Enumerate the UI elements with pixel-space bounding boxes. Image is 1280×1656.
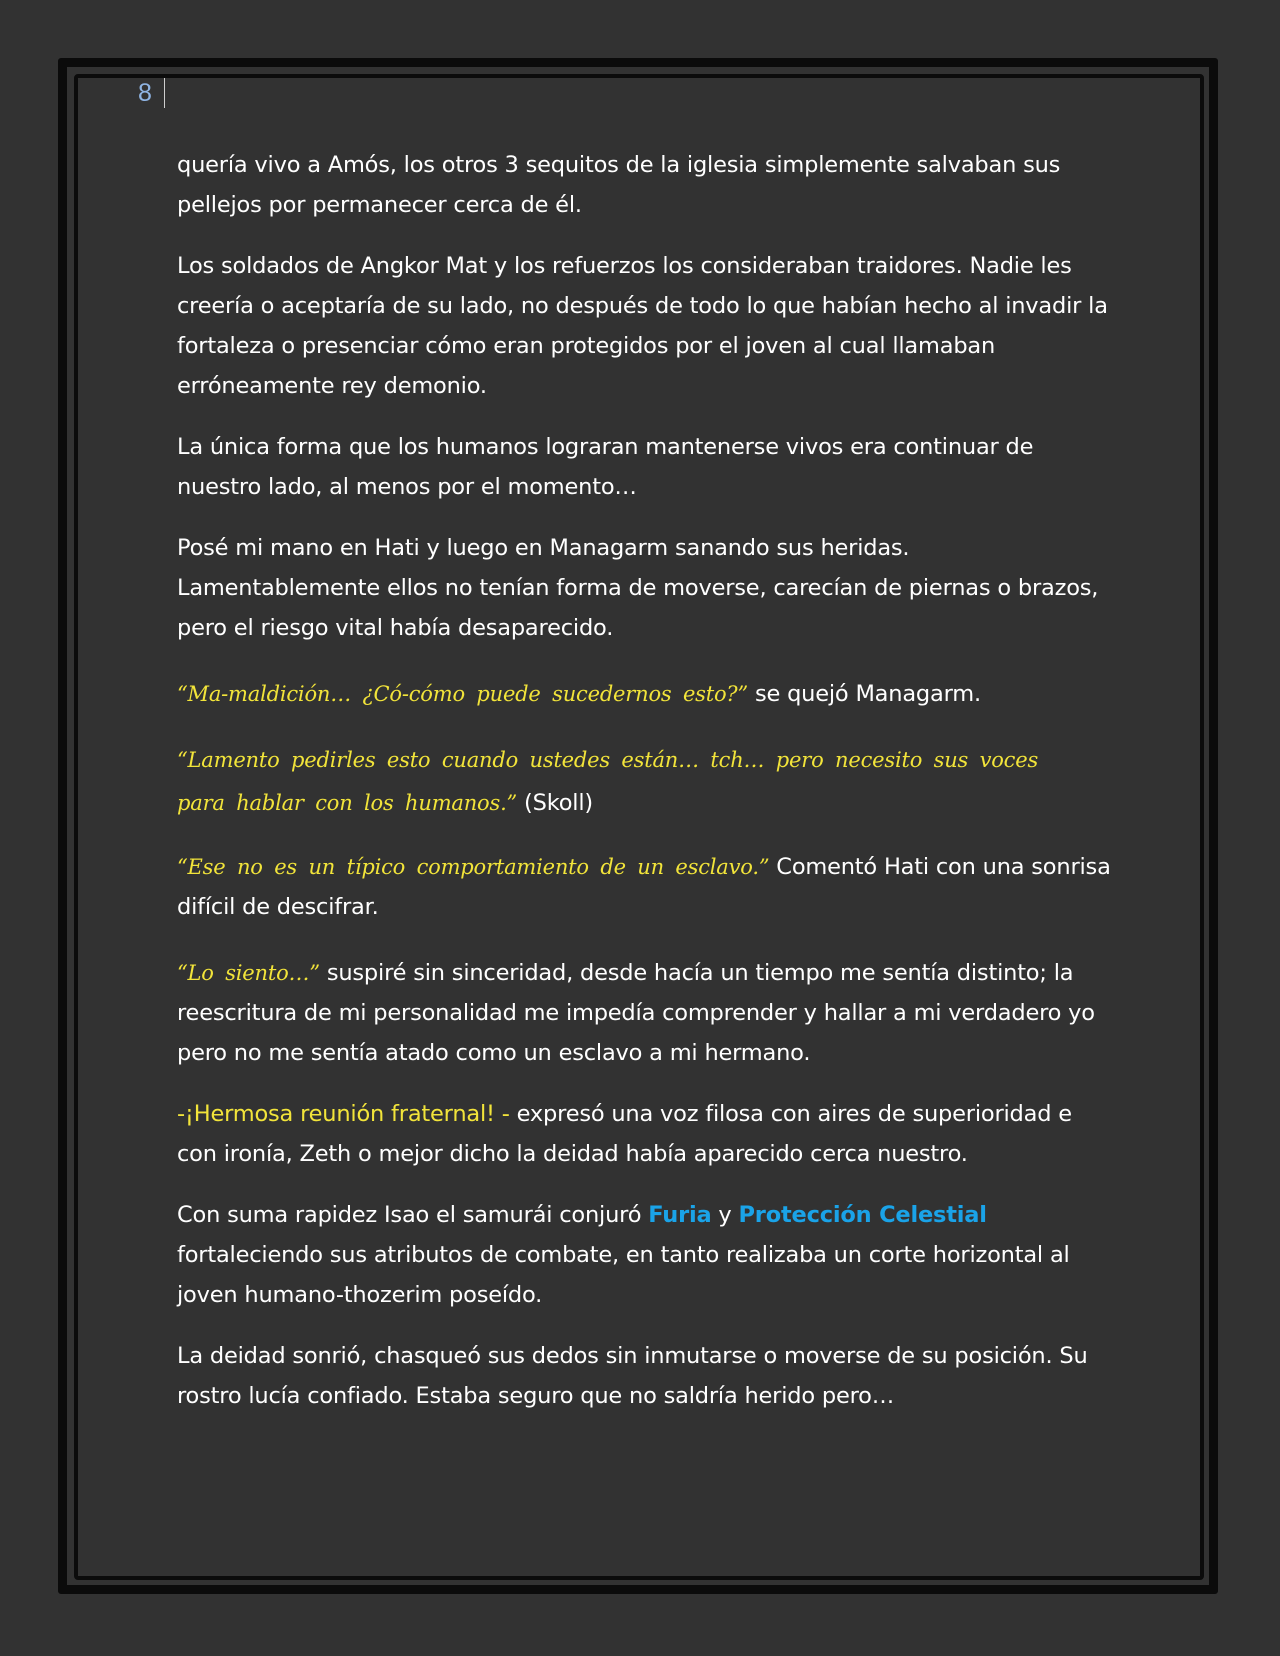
dialog-managarm: “Ma-maldición… ¿Có-cómo puede sucedernos esto?” xyxy=(177,682,749,706)
paragraph-6 xyxy=(177,740,1112,780)
dialog-attribution: se quejó Managarm. xyxy=(748,681,981,707)
paragraph-3: La única forma que los humanos lograran mantenerse vivos era continuar de nuestro lado, al menos por el momento… xyxy=(177,434,1034,500)
paragraph-9 xyxy=(177,1094,1112,1174)
paragraph-5 xyxy=(177,674,1112,714)
page-number: 8 xyxy=(138,79,152,107)
paragraph-1: quería vivo a Amós, los otros 3 sequitos de la iglesia simplemente salvaban sus pellejos por permanecer cerca de él. xyxy=(177,152,1061,218)
dialog-deity: -¡Hermosa reunión fraternal! - xyxy=(177,1101,510,1127)
narration: Con suma rapidez Isao el samurái conjuró xyxy=(177,1202,649,1228)
dialog-narrator: “Lo siento…” xyxy=(177,961,320,985)
paragraph-7 xyxy=(177,847,1112,927)
narration: fortaleciendo sus atributos de combate, en tanto realizaba un corte horizontal al joven humano-thozerim poseído. xyxy=(177,1242,1070,1308)
dialog-skoll-line1: “Lamento pedirles esto cuando ustedes están… tch… pero necesito sus voces xyxy=(177,748,1039,772)
narration: expresó una voz filosa con aires de superioridad e con ironía, Zeth o mejor dicho la deidad había aparecido cerca nuestro. xyxy=(177,1101,1072,1167)
page-body xyxy=(177,145,1112,1416)
paragraph-8 xyxy=(177,953,1112,1073)
skill-name: Furia xyxy=(648,1202,712,1228)
paragraph-4: Posé mi mano en Hati y luego en Managarm sanando sus heridas. Lamentablemente ellos no tenían forma de moverse, carecían de piernas o brazos, pero el riesgo vital había desaparecido. xyxy=(177,535,1099,641)
header-divider xyxy=(164,78,165,108)
dialog-attribution: (Skoll) xyxy=(517,790,593,816)
skill-name: Protección Celestial xyxy=(738,1202,987,1228)
paragraph-10 xyxy=(177,1195,1112,1315)
narration: suspiré sin sinceridad, desde hacía un tiempo me sentía distinto; la reescritura de mi personalidad me impedía comprender y hallar a mi verdadero yo pero no me sentía atado como un esclavo a mi hermano. xyxy=(177,960,1095,1066)
narration: y xyxy=(711,1202,739,1228)
dialog-hati: “Ese no es un típico comportamiento de un esclavo.” xyxy=(177,855,770,879)
paragraph-11: La deidad sonrió, chasqueó sus dedos sin inmutarse o moverse de su posición. Su rostro lucía confiado. Estaba seguro que no saldría herido pero… xyxy=(177,1343,1088,1409)
dialog-attribution: Comentó Hati con una sonrisa difícil de descifrar. xyxy=(177,854,1111,920)
paragraph-6-cont xyxy=(177,780,1112,826)
paragraph-2: Los soldados de Angkor Mat y los refuerzos los consideraban traidores. Nadie les creería o aceptaría de su lado, no después de todo lo que habían hecho al invadir la fortaleza o presenciar cómo eran protegidos por el joven al cual llamaban erróneamente rey demonio. xyxy=(177,253,1108,399)
dialog-skoll-line2: para hablar con los humanos.” xyxy=(177,791,518,815)
